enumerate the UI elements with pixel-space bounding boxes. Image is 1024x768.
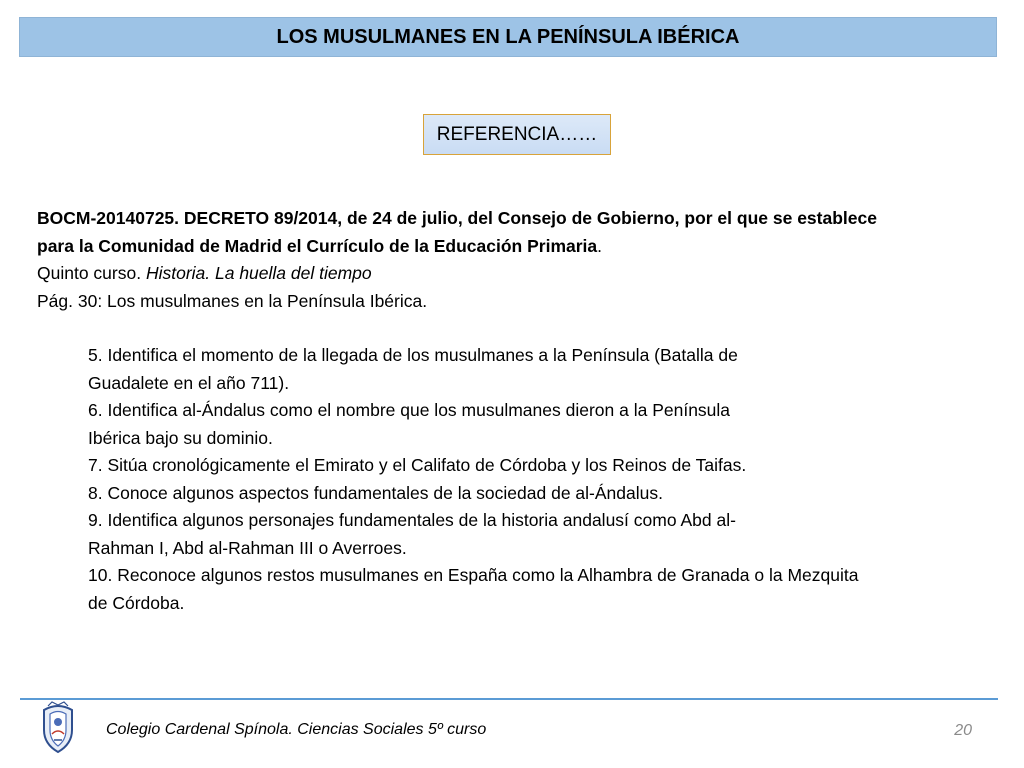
footer-school: Colegio Cardenal Spínola. Ciencias Sociales 5º curso (106, 721, 487, 738)
course-line (37, 260, 997, 288)
slide-body (37, 205, 997, 617)
footer-rule (20, 698, 998, 700)
list-item: Rahman I, Abd al-Rahman III o Averroes. (88, 537, 407, 558)
list-item: Guadalete en el año 711). (88, 372, 290, 393)
page-reference-line: Pág. 30: Los musulmanes en la Península Ibérica. (37, 290, 428, 311)
decree-line-2-text: para la Comunidad de Madrid el Currículo de la Educación Primaria (37, 235, 598, 256)
slide-title: LOS MUSULMANES EN LA PENÍNSULA IBÉRICA (276, 25, 740, 48)
decree-line-1: BOCM-20140725. DECRETO 89/2014, de 24 de julio, del Consejo de Gobierno, por el que se establece (37, 208, 877, 228)
decree-line-2 (37, 233, 997, 261)
criteria-list (37, 342, 997, 617)
list-item: 10. Reconoce algunos restos musulmanes en España como la Alhambra de Granada o la Mezquita (88, 565, 859, 585)
decree-line-2-period: . (597, 235, 603, 256)
list-item: Ibérica bajo su dominio. (88, 427, 273, 448)
list-item: 6. Identifica al-Ándalus como el nombre que los musulmanes dieron a la Península (88, 400, 731, 420)
list-item: 5. Identifica el momento de la llegada de los musulmanes a la Península (Batalla de (88, 345, 738, 365)
reference-box (423, 114, 611, 155)
course-prefix: Quinto curso. (37, 263, 146, 283)
list-item: 7. Sitúa cronológicamente el Emirato y el Califato de Córdoba y los Reinos de Taifas. (88, 455, 747, 475)
page-number: 20 (954, 722, 972, 739)
spacer (37, 315, 997, 342)
school-crest-icon (38, 700, 78, 754)
list-item: 9. Identifica algunos personajes fundamentales de la historia andalusí como Abd al- (88, 510, 736, 530)
course-subject: Historia. La huella del tiempo (145, 263, 372, 283)
list-item: 8. Conoce algunos aspectos fundamentales de la sociedad de al-Ándalus. (88, 482, 663, 503)
list-item: de Córdoba. (88, 592, 185, 613)
slide-title-bar (19, 17, 997, 57)
reference-label: REFERENCIA…… (436, 123, 598, 145)
